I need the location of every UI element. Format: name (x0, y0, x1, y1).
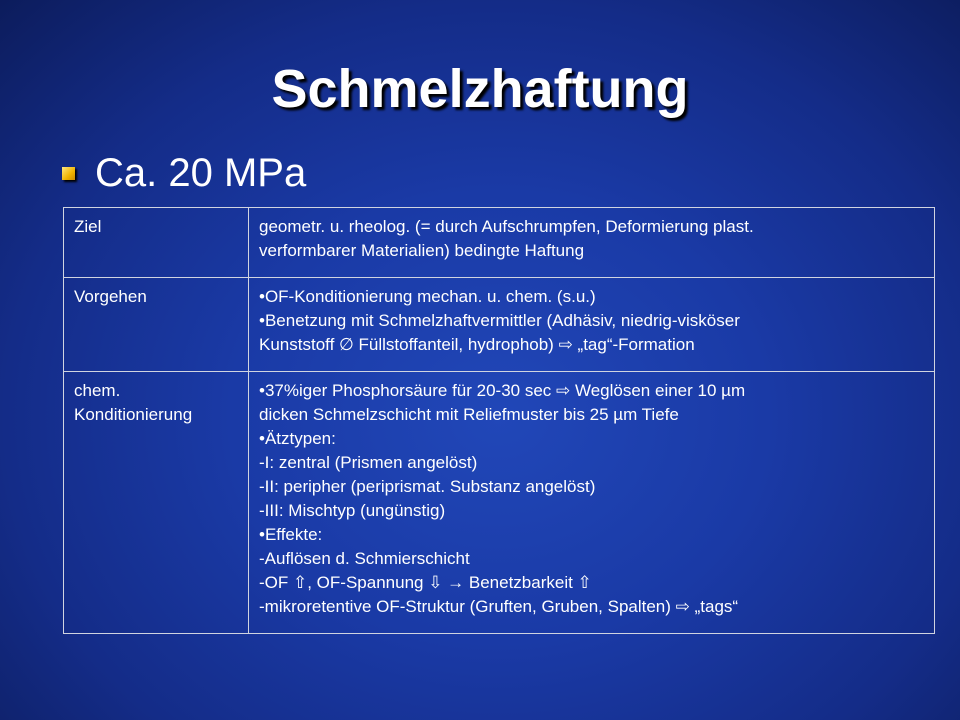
row-label-line: Konditionierung (74, 405, 193, 424)
row-content-cell (249, 278, 935, 372)
row-label-line: Ziel (74, 217, 102, 236)
row-label-cell (64, 208, 249, 278)
content-line: Kunststoff ∅ Füllstoffanteil, hydrophob) ⇨ „tag“-Formation (259, 335, 695, 354)
row-label-cell (64, 372, 249, 634)
content-line: •37%iger Phosphorsäure für 20-30 sec ⇨ Weglösen einer 10 µm (259, 381, 746, 400)
content-line: -II: peripher (periprismat. Substanz angelöst) (259, 477, 596, 496)
row-label-cell (64, 278, 249, 372)
content-line: -III: Mischtyp (ungünstig) (259, 501, 446, 520)
info-table (63, 207, 935, 634)
bullet-item (62, 148, 306, 198)
table-row-ziel (64, 208, 935, 278)
table-row-vorgehen (64, 278, 935, 372)
content-line: -mikroretentive OF-Struktur (Gruften, Gruben, Spalten) ⇨ „tags“ (259, 597, 739, 616)
content-line: •OF-Konditionierung mechan. u. chem. (s.u.) (259, 287, 596, 306)
row-content-cell (249, 208, 935, 278)
content-line: •Ätztypen: (259, 429, 336, 448)
row-label-line: chem. (74, 381, 121, 400)
content-line: -Auflösen d. Schmierschicht (259, 549, 470, 568)
table-row-konditionierung (64, 372, 935, 634)
content-line: •Effekte: (259, 525, 323, 544)
content-line: •Benetzung mit Schmelzhaftvermittler (Adhäsiv, niedrig-visköser (259, 311, 740, 330)
slide-title: Schmelzhaftung (271, 59, 689, 119)
row-label-line: Vorgehen (74, 287, 147, 306)
content-line: -I: zentral (Prismen angelöst) (259, 453, 478, 472)
row-content-cell (249, 372, 935, 634)
content-line: verformbarer Materialien) bedingte Haftung (259, 241, 585, 260)
content-line: geometr. u. rheolog. (= durch Aufschrumpfen, Deformierung plast. (259, 217, 754, 236)
content-line: dicken Schmelzschicht mit Reliefmuster bis 25 µm Tiefe (259, 405, 679, 424)
bullet-text: Ca. 20 MPa (95, 150, 307, 195)
content-line: -OF ⇧, OF-Spannung ⇩ → Benetzbarkeit ⇧ (259, 573, 592, 592)
square-bullet-icon (62, 167, 75, 180)
